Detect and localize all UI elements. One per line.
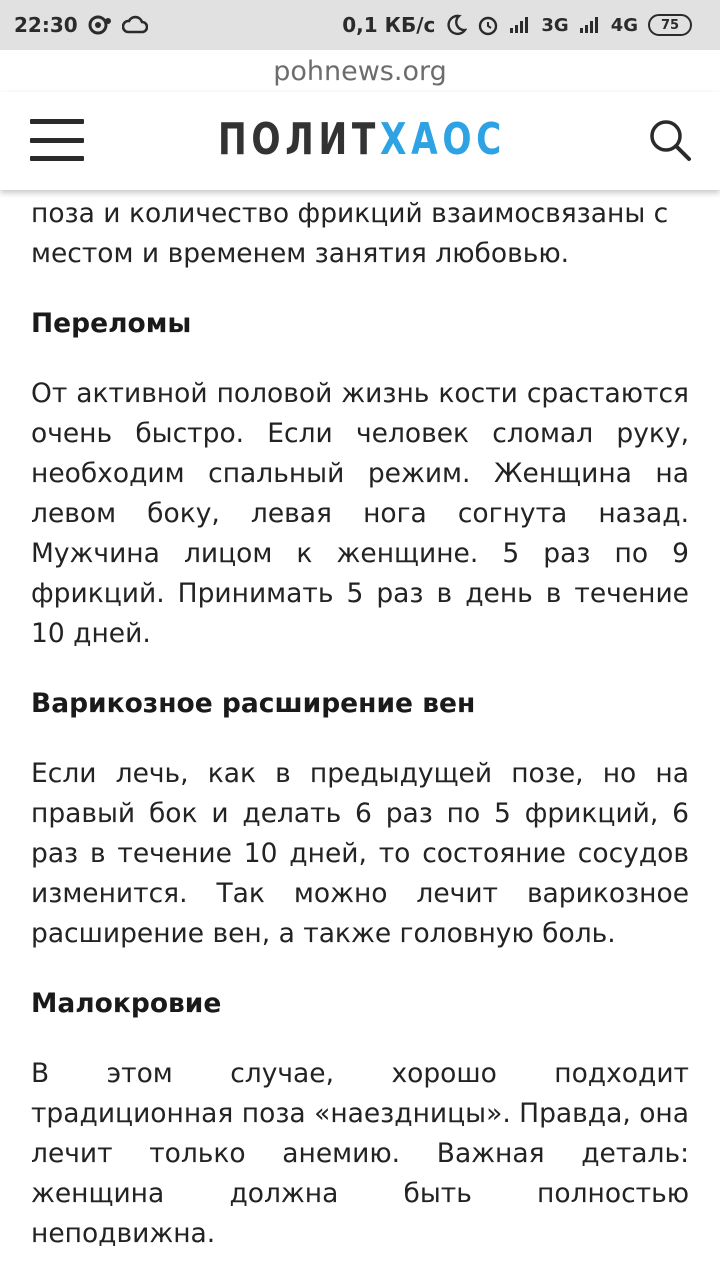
clock: 22:30 bbox=[14, 13, 78, 37]
status-left bbox=[14, 13, 148, 37]
net-speed: 0,1 КБ/с bbox=[342, 13, 436, 37]
section-heading: Варикозное расширение вен bbox=[31, 688, 476, 719]
search-icon[interactable] bbox=[648, 118, 692, 162]
article-body bbox=[31, 190, 689, 1284]
site-header bbox=[0, 92, 720, 190]
network-type-1: 3G bbox=[541, 14, 569, 36]
section-text: В этом случае, хорошо подходит традиционная поза «наездницы». Правда, она лечит только анемию. Важная деталь: женщина должна быть полностью неподвижна. bbox=[31, 1058, 689, 1249]
network-type-2: 4G bbox=[610, 14, 638, 36]
battery-level: 75 bbox=[660, 17, 680, 33]
section-text: От активной половой жизнь кости срастаются очень быстро. Если человек сломал руку, необходим спальный режим. Женщина на левом боку, левая нога согнута назад. Мужчина лицом к женщине. 5 раз по 9 фрикций. Принимать 5 раз в день в течение 10 дней. bbox=[31, 378, 689, 649]
logo-text bbox=[218, 114, 507, 165]
moon-icon bbox=[445, 14, 467, 36]
site-logo[interactable] bbox=[208, 114, 518, 166]
menu-icon[interactable] bbox=[30, 119, 84, 161]
article-lead: поза и количество фрикций взаимосвязаны с местом и временем занятия любовью. bbox=[31, 198, 669, 269]
notification-icon bbox=[88, 14, 112, 36]
cloud-sync-icon bbox=[122, 15, 148, 35]
section-text: Если лечь, как в предыдущей позе, но на правый бок и делать 6 раз по 5 фрикций, 6 раз в течение 10 дней, то состояние сосудов изменится. Так можно лечит варикозное расширение вен, а также головную боль. bbox=[31, 758, 689, 949]
address-bar[interactable] bbox=[0, 50, 720, 92]
logo-text-accent: ХАОС bbox=[379, 114, 507, 165]
signal-icon bbox=[509, 16, 531, 34]
section-heading: Переломы bbox=[31, 308, 192, 339]
status-right bbox=[342, 13, 692, 37]
battery-icon bbox=[648, 14, 692, 36]
url-text[interactable]: pohnews.org bbox=[273, 55, 447, 87]
status-bar bbox=[0, 0, 720, 50]
alarm-icon bbox=[477, 14, 499, 36]
signal-icon bbox=[579, 16, 601, 34]
section-heading: Малокровие bbox=[31, 988, 222, 1019]
logo-text-main: ПОЛИТ bbox=[218, 114, 380, 165]
